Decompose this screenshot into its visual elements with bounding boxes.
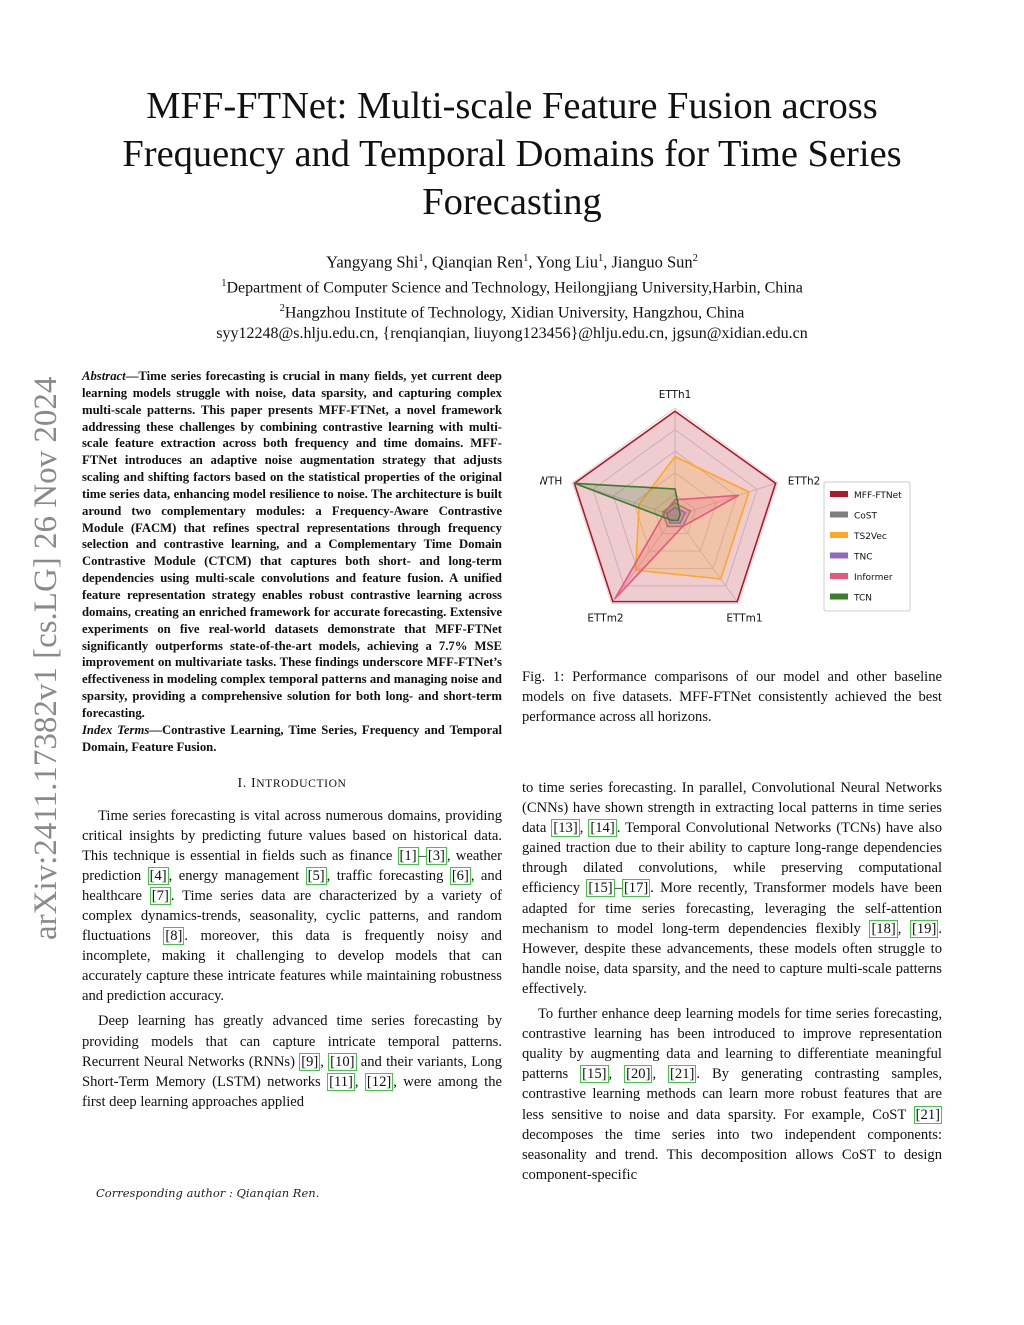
author-name: Yangyang Shi bbox=[326, 252, 419, 272]
citation-link[interactable]: [21] bbox=[670, 1066, 695, 1083]
axis-label-wth: WTH bbox=[540, 475, 563, 488]
axis-label-ettm2: ETTm2 bbox=[587, 612, 624, 625]
author-names: Yangyang Shi$^1$, Qianqian Ren$^1$, Yong Liu$^1$, Jianguo Sun$^2$ bbox=[326, 252, 698, 272]
affiliation bbox=[80, 298, 944, 323]
footnote-label: Corresponding author bbox=[96, 1186, 226, 1200]
section-numeral: I. bbox=[237, 776, 247, 792]
right-column bbox=[522, 778, 942, 1190]
affiliation bbox=[80, 273, 944, 298]
legend-swatch bbox=[830, 512, 848, 518]
legend-label: Informer bbox=[854, 573, 893, 583]
abstract-label: Abstract bbox=[82, 369, 126, 383]
affiliation-mark: 2 bbox=[279, 302, 285, 314]
paper-title bbox=[80, 82, 944, 226]
intro-paragraph bbox=[82, 1011, 502, 1111]
axis-label-ettm1: ETTm1 bbox=[726, 612, 763, 625]
citation-link[interactable]: [15] bbox=[588, 880, 613, 897]
axis-label-etth1: ETTh1 bbox=[658, 389, 692, 401]
index-terms-text: —Contrastive Learning, Time Series, Frequency and Temporal Domain, Feature Fusion. bbox=[82, 722, 502, 754]
legend-swatch bbox=[830, 553, 848, 559]
legend-swatch bbox=[830, 532, 848, 538]
legend-label: TS2Vec bbox=[854, 532, 887, 542]
title-line: Frequency and Temporal Domains for Time Series bbox=[122, 133, 902, 175]
section-heading bbox=[82, 774, 502, 794]
author-name: Yong Liu bbox=[535, 252, 599, 272]
paragraph-text: Deep learning has greatly advanced time series forecasting by providing models that can capture intricate temporal patterns. Recurrent Neural Networks (RNNs) bbox=[82, 1013, 502, 1070]
author-block bbox=[80, 248, 944, 344]
paragraph-text: Time series forecasting is vital across numerous domains, providing critical insights by predicting future values based on historical data. This technique is essential in fields such as finance bbox=[82, 807, 502, 864]
paragraph-text: , were among the first deep learning approaches applied bbox=[82, 1073, 503, 1110]
paragraph-text: . However, despite these advancements, these models often struggle to handle noise, data sparsity, and the need to capture multi-scale patterns effectively. bbox=[522, 920, 942, 997]
legend-label: MFF-FTNet bbox=[854, 491, 902, 501]
index-terms bbox=[82, 722, 502, 756]
citation-link[interactable]: [18] bbox=[871, 920, 896, 937]
legend-label: TNC bbox=[854, 552, 873, 563]
paragraph-text: . moreover, this data is frequently noisy and incomplete, making it challenging to develop models that can accurately capture these intricate features while maintaining robustness and prediction accuracy. bbox=[82, 928, 502, 1005]
paragraph-text: , and healthcare bbox=[82, 867, 502, 904]
body-paragraph bbox=[522, 778, 942, 999]
legend-label: CoST bbox=[854, 511, 878, 522]
figure-radar-chart bbox=[540, 388, 920, 643]
citation-link[interactable]: [14] bbox=[590, 820, 615, 837]
paragraph-text: . Temporal Convolutional Networks (TCNs) have also gained traction due to their ability to capture long-range dependencies through dilated convolutions, while preserving computational efficiency bbox=[522, 820, 942, 897]
paragraph-text: , weather prediction bbox=[82, 847, 502, 884]
arxiv-identifier: arXiv:2411.17382v1 [cs.LG] 26 Nov 2024 bbox=[28, 376, 64, 940]
axis-label-etth2: ETTh2 bbox=[787, 475, 821, 488]
paragraph-text: , traffic forecasting bbox=[326, 867, 450, 884]
title-line: Forecasting bbox=[422, 181, 602, 223]
intro-paragraph bbox=[82, 806, 502, 1007]
citation-link[interactable]: [1] bbox=[399, 847, 417, 864]
paragraph-text: decomposes the time series into two independent components: seasonality and trend. This decomposition allows CoST to design component-specific bbox=[522, 1126, 942, 1183]
paragraph-text: , bbox=[608, 1066, 625, 1083]
legend-swatch bbox=[830, 491, 848, 497]
citation-link[interactable]: [15] bbox=[582, 1066, 607, 1083]
citation-link[interactable]: [12] bbox=[366, 1073, 392, 1090]
citation-link[interactable]: [4] bbox=[149, 867, 167, 884]
citation-link[interactable]: [5] bbox=[307, 867, 325, 884]
author-name: Jianguo Sun bbox=[611, 252, 693, 272]
paragraph-text: and their variants, Long Short-Term Memory (LSTM) networks bbox=[82, 1053, 502, 1090]
citation-link[interactable]: [9] bbox=[301, 1053, 319, 1070]
legend-box bbox=[824, 482, 910, 611]
citation-link[interactable]: [10] bbox=[330, 1053, 355, 1070]
left-column bbox=[82, 368, 502, 1117]
author-name: Qianqian Ren bbox=[431, 252, 524, 272]
paragraph-text: , energy management bbox=[168, 867, 306, 884]
paragraph-text: To further enhance deep learning models for time series forecasting, contrastive learning has been introduced to improve representation quality by augmenting data and learning to differentiate meaningful patterns bbox=[522, 1006, 942, 1083]
footnote-separator: : bbox=[225, 1186, 237, 1200]
citation-link[interactable]: [21] bbox=[915, 1106, 940, 1123]
citation-link[interactable]: [11] bbox=[329, 1073, 353, 1090]
abstract-text: —Time series forecasting is crucial in many fields, yet current deep learning models struggle with noise, data sparsity, and capturing complex multi-scale patterns. This paper presents MFF-FTNet, a novel framework addressing these challenges by combining contrastive learning with multi-scale feature extraction across both frequency and time domains. MFF-FTNet introduces an adaptive noise augmentation strategy that adjusts scaling and shifting factors based on the statistical properties of the original time series data, enhancing model resilience to noise. The architecture is built around two complementary modules: a Frequency-Aware Contrastive Module (FACM) that refines spectral representations through frequency selection and contrastive learning, and a Complementary Time Domain Contrastive Module (CTCM) that captures both short- and long-term dependencies using multi-scale convolutions and feature fusion. A unified feature representation strategy enables robust contrastive learning across domains, creating an enriched framework for accurate forecasting. Extensive experiments on five real-world datasets demonstrate that MFF-FTNet significantly outperforms state-of-the-art models, achieving a 7.7% MSE improvement on multivariate tasks. These findings underscore MFF-FTNet’s effectiveness in modeling complex temporal patterns and managing noise and sparsity, providing a comprehensive solution for both long- and short-term forecasting. bbox=[82, 369, 502, 720]
radar-chart bbox=[540, 388, 920, 638]
author-affiliation-mark: 1 bbox=[598, 253, 604, 264]
citation-link[interactable]: [3] bbox=[427, 847, 445, 864]
affiliation-text: Hangzhou Institute of Technology, Xidian University, Hangzhou, China bbox=[284, 304, 745, 322]
author-affiliation-mark: 1 bbox=[418, 253, 424, 264]
section-title-rest: NTRODUCTION bbox=[256, 777, 347, 791]
author-affiliation-mark: 1 bbox=[523, 253, 529, 264]
legend-swatch bbox=[830, 573, 848, 579]
footnote-name: Qianqian Ren. bbox=[236, 1186, 320, 1200]
citation-link[interactable]: [13] bbox=[553, 820, 578, 837]
paragraph-text: . More recently, Transformer models have been adapted for time series forecasting, leveraging the self-attention mechanism to model long-term dependencies flexibly bbox=[522, 880, 943, 937]
paragraph-text: – bbox=[418, 847, 426, 864]
paragraph-text: , bbox=[320, 1053, 329, 1070]
author-emails: syy12248@s.hlju.edu.cn, {renqianqian, liuyong123456}@hlju.edu.cn, jgsun@xidian.edu.cn bbox=[216, 325, 808, 343]
citation-link[interactable]: [7] bbox=[151, 887, 169, 904]
citation-link[interactable]: [6] bbox=[451, 867, 469, 884]
figure-caption: Fig. 1: Performance comparisons of our model and other baseline models on five datasets. MFF-FTNet consistently achieved the best performance across all horizons. bbox=[522, 669, 942, 726]
citation-link[interactable]: [17] bbox=[623, 880, 649, 897]
affiliation-text: Department of Computer Science and Technology, Heilongjiang University,Harbin, China bbox=[226, 278, 803, 296]
affiliation-mark: 1 bbox=[221, 277, 227, 289]
legend-label: TCN bbox=[854, 593, 872, 604]
abstract bbox=[82, 368, 502, 722]
paragraph-text: . Time series data are characterized by a variety of complex dynamics-trends, seasonality, cyclic patterns, and random fluctuations bbox=[82, 887, 502, 945]
citation-link[interactable]: [19] bbox=[912, 920, 937, 937]
paragraph-text: , bbox=[579, 820, 589, 837]
body-paragraph bbox=[522, 1004, 942, 1185]
legend-swatch bbox=[830, 594, 848, 600]
paragraph-text: . By generating contrasting samples, contrastive learning methods can learn more robust features that are less sensitive to noise and data sparsity. For example, CoST bbox=[522, 1066, 942, 1123]
paragraph-text: – bbox=[614, 880, 622, 897]
section-initial: I bbox=[250, 776, 257, 792]
paragraph-text: , bbox=[354, 1073, 365, 1090]
index-terms-label: Index Terms bbox=[82, 722, 150, 737]
footnote bbox=[96, 1186, 319, 1200]
paragraph-text: , bbox=[652, 1066, 669, 1083]
citation-link[interactable]: [8] bbox=[165, 928, 183, 945]
title-line: MFF-FTNet: Multi-scale Feature Fusion across bbox=[146, 85, 878, 127]
citation-link[interactable]: [20] bbox=[626, 1066, 651, 1083]
author-affiliation-mark: 2 bbox=[692, 253, 698, 264]
paragraph-text: , bbox=[897, 920, 911, 937]
paragraph-text: to time series forecasting. In parallel, Convolutional Neural Networks (CNNs) have shown strength in extracting local patterns in time series data bbox=[522, 780, 942, 837]
